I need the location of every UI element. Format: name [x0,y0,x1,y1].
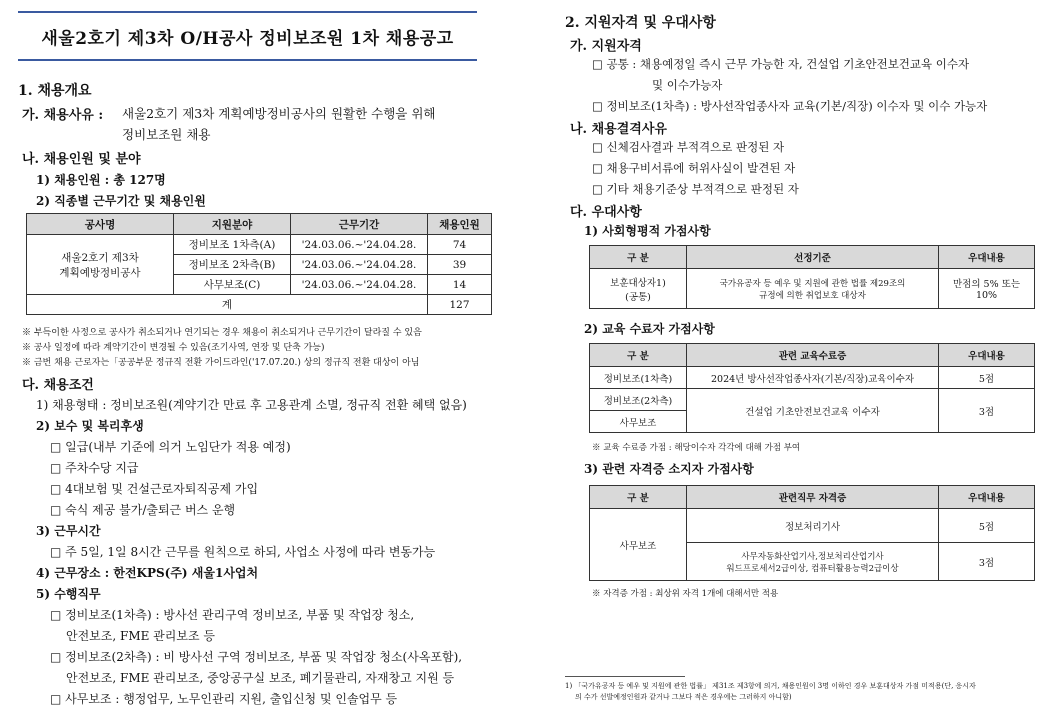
license-cell [687,543,939,581]
count-cell: 14 [428,275,492,295]
note-1: ※ 부득이한 사정으로 공사가 취소되거나 연기되는 경우 채용이 취소되거나 근무기간이 달라질 수 있음 [22,328,422,338]
col-category: 구 분 [590,344,687,367]
qualification-heading: 가. 지원자격 [570,39,642,54]
page-title: 새울2호기 제3차 O/H공사 정비보조원 1차 채용공고 [18,11,477,61]
pay-item-1: □ 일급(내부 기준에 의거 노임단가 적용 예정) [50,440,291,454]
qual-item-1-cont: 및 이수가능자 [652,78,723,92]
field-cell: 정비보조 1차측(A) [174,235,291,255]
disq-item-2: □ 채용구비서류에 허위사실이 발견된 자 [592,161,796,175]
total-label: 계 [27,295,428,315]
preference-heading: 다. 우대사항 [570,205,642,220]
note-3: ※ 금번 채용 근로자는「공공부문 정규직 전환 가이드라인('17.07.20.) 상의 정규직 전환 대상이 아님 [22,358,420,368]
benefit-cell: 5점 [939,367,1035,389]
qual-item-2: □ 정비보조(1차측) : 방사선작업종사자 교육(기본/직장) 이수자 및 이수 가능자 [592,99,988,113]
pay-item-3: □ 4대보험 및 건설근로자퇴직공제 가입 [50,482,259,496]
total-row [27,295,492,315]
category-cell [590,269,687,309]
pay-item-4: □ 숙식 제공 불가/출퇴근 버스 운행 [50,503,236,517]
benefit-line1: 만점의 5% 또는 [953,279,1020,290]
table-row [590,509,1035,543]
benefit-cell [939,269,1035,309]
col-category: 구 분 [590,486,687,509]
col-benefit: 우대내용 [939,344,1035,367]
disq-item-1: □ 신체검사결과 부적격으로 판정된 자 [592,140,785,154]
duty-item-2: □ 정비보조(2차측) : 비 방사선 구역 정비보조, 부품 및 작업장 청소(사옥포함), [50,650,463,664]
col-count: 채용인원 [428,214,492,235]
criteria-line2: 규정에 의한 취업보호 대상자 [759,290,866,301]
field-cell: 사무보조(C) [174,275,291,295]
col-category: 구 분 [590,246,687,269]
recruit-reason-line1: 새울2호기 제3차 계획예방정비공사의 원활한 수행을 위해 [122,106,436,121]
license-note: ※ 자격증 가점 : 최상위 자격 1개에 대해서만 적용 [592,589,779,599]
duty-item-3: □ 사무보조 : 행정업무, 노무인관리 지원, 출입신청 및 인솔업무 등 [50,692,398,706]
workplace: 4) 근무장소 : 한전KPS(주) 새울1사업처 [36,566,259,580]
recruit-reason-line2: 정비보조원 채용 [122,127,211,142]
col-certificate: 관련 교육수료증 [687,344,939,367]
pay-heading: 2) 보수 및 복리후생 [36,419,144,433]
count-cell: 74 [428,235,492,255]
footnote-divider [565,676,685,677]
col-benefit: 우대내용 [939,486,1035,509]
hours-item: □ 주 5일, 1일 8시간 근무를 원칙으로 하되, 사업소 사정에 따라 변동가능 [50,545,436,559]
category-cell: 정비보조(2차측) [590,389,687,411]
license-points-heading: 3) 관련 자격증 소지자 가점사항 [584,462,754,476]
education-points-table [589,343,1035,433]
disqualification-heading: 나. 채용결격사유 [570,122,667,137]
certificate-cell: 건설업 기초안전보건교육 이수자 [687,389,939,433]
recruit-count-heading: 나. 채용인원 및 분야 [22,152,141,167]
count-cell: 39 [428,255,492,275]
duty-item-2-cont: 안전보조, FME 관리보조, 중앙공구실 보조, 폐기물관리, 자재창고 지원 등 [66,671,455,685]
category-cell: 정비보조(1차측) [590,367,687,389]
total-recruits: 1) 채용인원 : 총 127명 [36,173,166,187]
period-cell: '24.03.06.~'24.04.28. [291,275,428,295]
project-name-line2: 계획예방정비공사 [59,266,141,279]
benefit-line2: 10% [975,290,998,301]
col-project: 공사명 [27,214,174,235]
period-cell: '24.03.06.~'24.04.28. [291,255,428,275]
license-line2: 워드프로세서2급이상, 컴퓨터활용능력2급이상 [726,563,899,574]
table-row [27,235,492,255]
education-points-heading: 2) 교육 수료자 가점사항 [584,322,715,336]
section-2-heading: 2. 지원자격 및 우대사항 [565,15,716,31]
benefit-cell: 3점 [939,389,1035,433]
benefit-cell: 3점 [939,543,1035,581]
license-points-table [589,485,1035,581]
duties-heading: 5) 수행직무 [36,587,101,601]
social-points-heading: 1) 사회형평적 가점사항 [584,224,711,238]
col-benefit: 우대내용 [939,246,1035,269]
qual-item-1: □ 공통 : 채용예정일 즉시 근무 가능한 자, 건설업 기초안전보건교육 이수자 [592,57,970,71]
col-criteria: 선정기준 [687,246,939,269]
project-name-line1: 새울2호기 제3차 [61,251,139,264]
footnote-line1: 1) 「국가유공자 등 예우 및 지원에 관한 법률」 제31조 제3항에 의거, 채용인원이 3명 이하인 경우 보훈대상자 가점 미적용(단, 응시자 [565,682,976,690]
recruit-table [26,213,492,315]
category-cell: 사무보조 [590,509,687,581]
total-value: 127 [428,295,492,315]
table-row [590,389,1035,411]
benefit-cell: 5점 [939,509,1035,543]
col-period: 근무기간 [291,214,428,235]
hours-heading: 3) 근무시간 [36,524,101,538]
duty-item-1: □ 정비보조(1차측) : 방사선 관리구역 정비보조, 부품 및 작업장 청소, [50,608,415,622]
project-name-cell [27,235,174,295]
period-cell: '24.03.06.~'24.04.28. [291,235,428,255]
disq-item-3: □ 기타 채용기준상 부적격으로 판정된 자 [592,182,799,196]
category-line2: (공통) [625,291,651,303]
employment-type: 1) 채용형태 : 정비보조원(계약기간 만료 후 고용관계 소멸, 정규직 전환 혜택 없음) [36,398,467,412]
note-2: ※ 공사 일정에 따라 계약기간이 변경될 수 있음(조기사역, 연장 및 단축 가능) [22,343,325,353]
license-cell: 정보처리기사 [687,509,939,543]
education-note: ※ 교육 수료증 가점 : 해당이수자 각각에 대해 가점 부여 [592,443,801,453]
col-license: 관련직무 자격증 [687,486,939,509]
table-row [590,367,1035,389]
criteria-cell [687,269,939,309]
criteria-line1: 국가유공자 등 예우 및 지원에 관한 법률 제29조의 [719,278,906,289]
pay-item-2: □ 주차수당 지급 [50,461,139,475]
category-line1: 보훈대상자1) [610,277,666,289]
col-field: 지원분야 [174,214,291,235]
category-cell: 사무보조 [590,411,687,433]
recruit-reason-label: 가. 채용사유 : [22,108,104,123]
section-1-heading: 1. 채용개요 [18,83,92,99]
conditions-heading: 다. 채용조건 [22,378,94,393]
social-points-table [589,245,1035,309]
certificate-cell: 2024년 방사선작업종사자(기본/직장)교육이수자 [687,367,939,389]
duty-item-1-cont: 안전보조, FME 관리보조 등 [66,629,215,643]
field-cell: 정비보조 2차측(B) [174,255,291,275]
table-row [590,269,1035,309]
license-line1: 사무자동화산업기사,정보처리산업기사 [741,551,884,562]
footnote-line2: 의 수가 선발예정인원과 같거나 그보다 적은 경우에는 그러하지 아니함) [575,693,792,701]
period-heading: 2) 직종별 근무기간 및 채용인원 [36,194,206,208]
